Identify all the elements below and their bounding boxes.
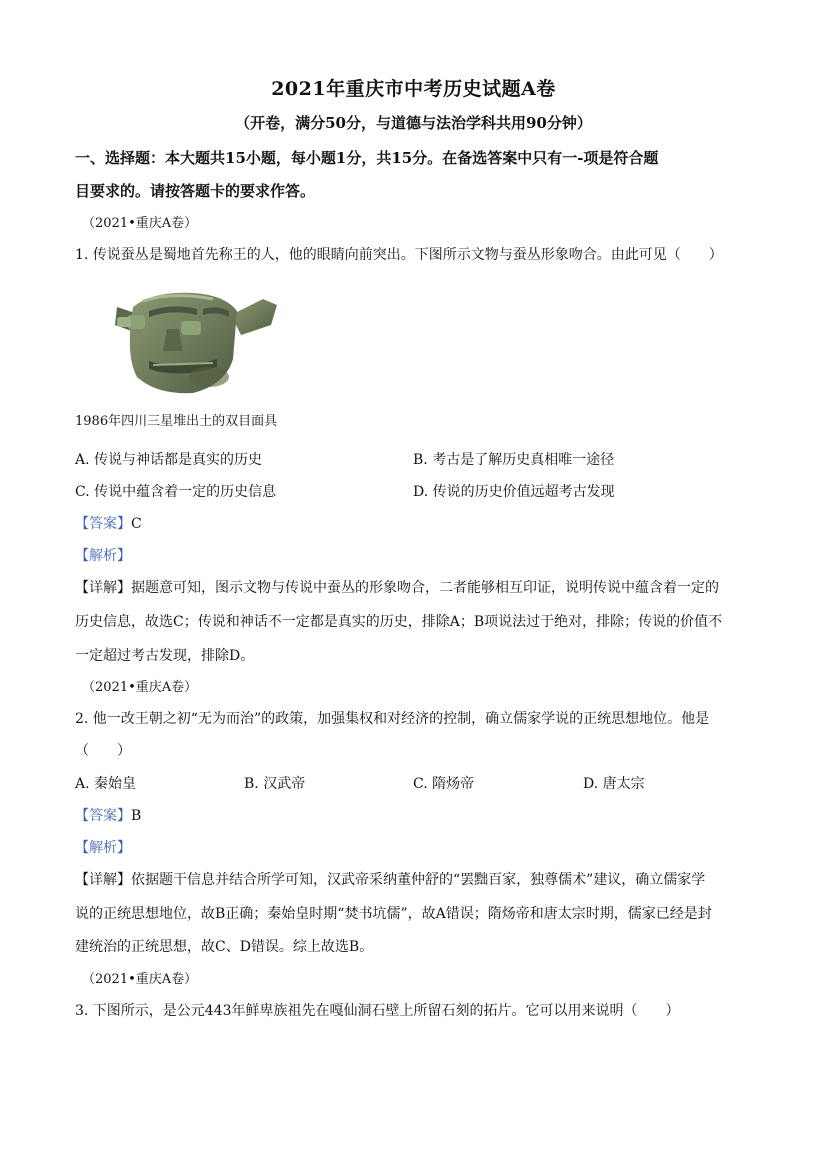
q2-option-d[interactable]: D. 唐太宗 <box>583 776 645 792</box>
q1-detail-line2: 历史信息，故选C；传说和神话不一定都是真实的历史，排除A；B项说法过于绝对，排除；传说的价值不 <box>75 614 723 630</box>
q2-detail-line2: 说的正统思想地位，故B正确；秦始皇时期“焚书坑儒”，故A错误；隋炀帝和唐太宗时期，儒家已经是封 <box>75 906 712 922</box>
q2-stem-line1: 2. 他一改王朝之初“无为而治”的政策，加强集权和对经济的控制，确立儒家学说的正统思想地位。他是 <box>75 711 710 727</box>
q2-detail-line1 <box>75 870 755 890</box>
q1-detail-line1 <box>75 578 755 598</box>
q1-option-b[interactable]: B. 考古是了解历史真相唯一途径 <box>413 452 615 468</box>
detail-tag: 【详解】 <box>75 872 131 888</box>
q2-source: （2021•重庆A卷） <box>82 680 198 695</box>
q2-option-a[interactable]: A. 秦始皇 <box>75 776 137 792</box>
q1-source: （2021•重庆A卷） <box>82 216 198 231</box>
q2-option-b[interactable]: B. 汉武帝 <box>244 776 306 792</box>
section-heading-line1: 一、选择题：本大题共15小题，每小题1分，共15分。在备选答案中只有一-项是符合题 <box>75 149 659 167</box>
q1-answer-value: C <box>131 516 142 532</box>
q2-detail-text1: 依据题干信息并结合所学可知，汉武帝采纳董仲舒的“罢黜百家，独尊儒术”建议，确立儒家学 <box>131 872 706 888</box>
q2-analysis-tag: 【解析】 <box>75 840 131 856</box>
q1-figure-caption: 1986年四川三星堆出土的双目面具 <box>75 414 278 429</box>
q2-stem-line2: （ ） <box>75 743 131 759</box>
section-heading-line2: 目要求的。请按答题卡的要求作答。 <box>75 182 316 200</box>
q2-answer-value: B <box>131 808 142 824</box>
q2-answer <box>75 806 755 826</box>
sanxingdui-mask-image <box>113 285 279 397</box>
q1-detail-line3: 一定超过考古发现，排除D。 <box>75 648 255 664</box>
q1-answer <box>75 514 755 534</box>
answer-tag: 【答案】 <box>75 808 131 824</box>
answer-tag: 【答案】 <box>75 516 131 532</box>
q1-option-c[interactable]: C. 传说中蕴含着一定的历史信息 <box>75 484 277 500</box>
q1-stem: 1. 传说蚕丛是蜀地首先称王的人，他的眼睛向前突出。下图所示文物与蚕丛形象吻合。由此可见（ ） <box>75 247 723 263</box>
q2-detail-line3: 建统治的正统思想，故C、D错误。综上故选B。 <box>75 939 374 955</box>
page-title: 2021年重庆市中考历史试题A卷 <box>271 78 556 100</box>
q3-source: （2021•重庆A卷） <box>82 972 198 987</box>
q1-option-d[interactable]: D. 传说的历史价值远超考古发现 <box>413 484 615 500</box>
q1-detail-text1: 据题意可知，图示文物与传说中蚕丛的形象吻合，二者能够相互印证，说明传说中蕴含着一定的 <box>131 580 719 596</box>
q3-stem: 3. 下图所示，是公元443年鲜卑族祖先在嘎仙洞石壁上所留石刻的拓片。它可以用来说明（ ） <box>75 1003 680 1019</box>
q1-option-a[interactable]: A. 传说与神话都是真实的历史 <box>75 452 263 468</box>
detail-tag: 【详解】 <box>75 580 131 596</box>
q1-analysis-tag: 【解析】 <box>75 548 131 564</box>
q2-option-c[interactable]: C. 隋炀帝 <box>413 776 475 792</box>
page-subtitle: （开卷，满分50分，与道德与法治学科共用90分钟） <box>235 114 592 132</box>
